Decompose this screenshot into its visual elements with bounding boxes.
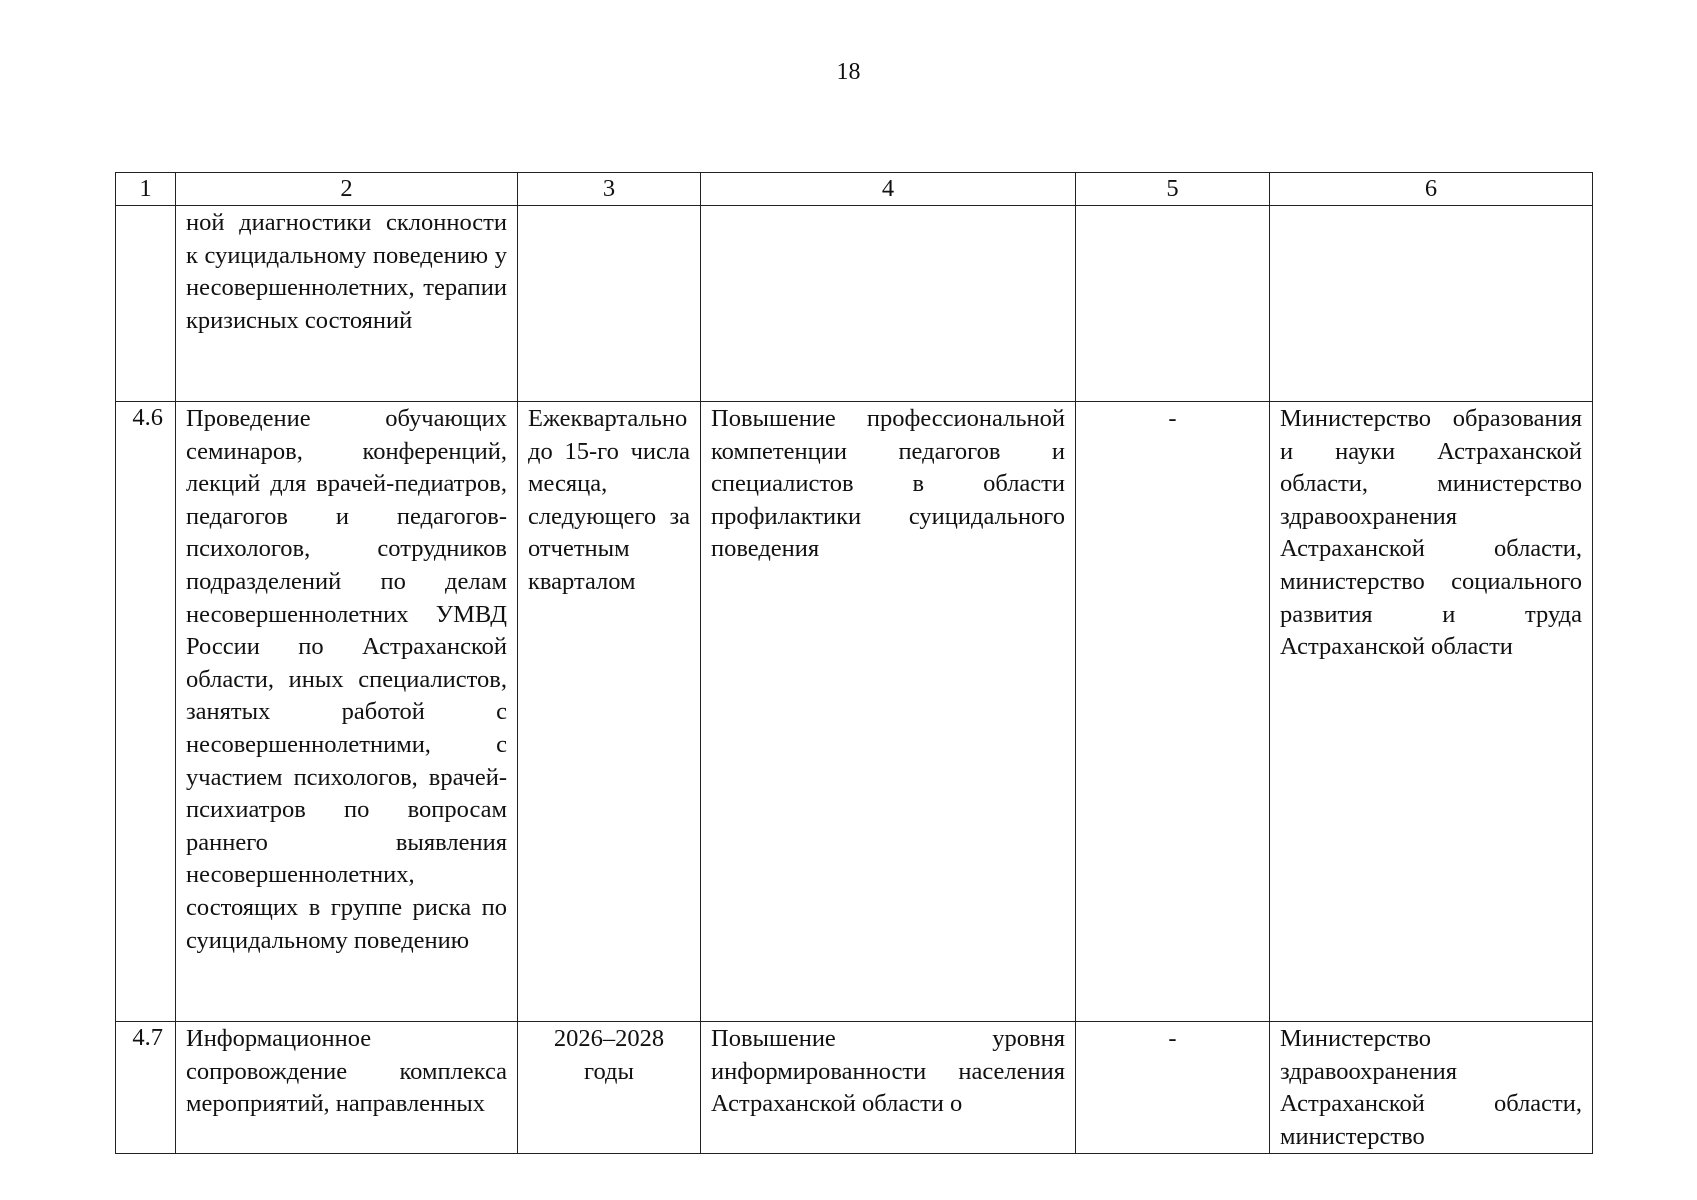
column-number: 3 — [518, 173, 701, 206]
executor-cell: Министерство здравоохранения Астраханской области, министерство — [1270, 1022, 1593, 1154]
column-number: 1 — [116, 173, 176, 206]
column-number: 6 — [1270, 173, 1593, 206]
funding-cell — [1076, 206, 1270, 402]
plan-table — [115, 172, 1593, 1154]
page-number: 18 — [836, 59, 861, 85]
row-number: 4.7 — [116, 1022, 176, 1154]
row-number: 4.6 — [116, 402, 176, 1022]
table-row — [116, 1022, 1593, 1154]
term-cell: 2026–2028 годы — [518, 1022, 701, 1154]
funding-cell: - — [1076, 1022, 1270, 1154]
table-row — [116, 206, 1593, 402]
result-cell: Повышение профессиональной компетенции педагогов и специалистов в области профилактики суицидального поведения — [701, 402, 1076, 1022]
term-cell — [518, 206, 701, 402]
column-number: 5 — [1076, 173, 1270, 206]
event-cell: Проведение обучающих семинаров, конференций, лекций для врачей-педиатров, педагогов и педагогов-психологов, сотрудников подразделений по делам несовершеннолетних УМВД России по Астраханской области, иных специалистов, занятых работой с несовершеннолетними, с участием психологов, врачей-психиатров по вопросам раннего выявления несовершеннолетних, состоящих в группе риска по суицидальному поведению — [176, 402, 518, 1022]
result-cell: Повышение уровня информированности населения Астраханской области о — [701, 1022, 1076, 1154]
column-number-row — [116, 173, 1593, 206]
column-number: 2 — [176, 173, 518, 206]
executor-cell — [1270, 206, 1593, 402]
executor-cell: Министерство образования и науки Астраханской области, министерство здравоохранения Астраханской области, министерство социального развития и труда Астраханской области — [1270, 402, 1593, 1022]
result-cell — [701, 206, 1076, 402]
event-cell: Информационное сопровождение комплекса мероприятий, направленных — [176, 1022, 518, 1154]
term-cell: Ежеквартально до 15-го числа месяца, следующего за отчетным кварталом — [518, 402, 701, 1022]
row-number — [116, 206, 176, 402]
event-cell: ной диагностики склонности к суицидальному поведению у несовершеннолетних, терапии кризисных состояний — [176, 206, 518, 402]
column-number: 4 — [701, 173, 1076, 206]
table-row — [116, 402, 1593, 1022]
funding-cell: - — [1076, 402, 1270, 1022]
